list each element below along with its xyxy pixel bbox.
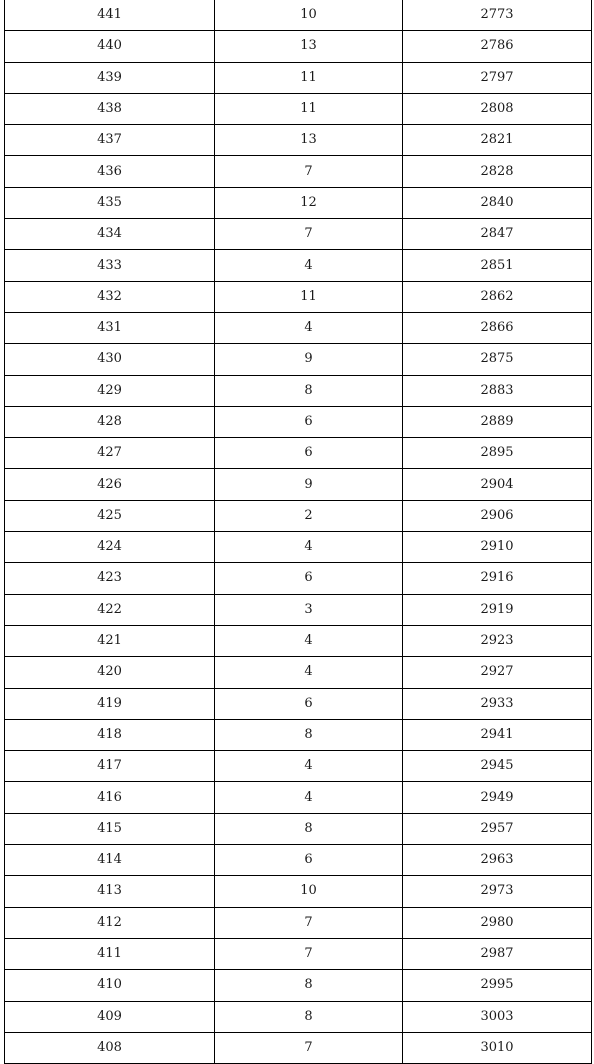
- score-cell: 417: [5, 751, 215, 782]
- count-cell: 6: [215, 406, 403, 437]
- count-cell: 12: [215, 187, 403, 218]
- score-cell: 427: [5, 438, 215, 469]
- table-row: [5, 344, 592, 375]
- table-row: [5, 938, 592, 969]
- cumulative-cell: 2786: [403, 31, 592, 62]
- table-row: [5, 970, 592, 1001]
- table-row: [5, 688, 592, 719]
- table-row: [5, 312, 592, 343]
- cumulative-cell: 2949: [403, 782, 592, 813]
- table-row: [5, 406, 592, 437]
- count-cell: 4: [215, 625, 403, 656]
- cumulative-cell: 2828: [403, 156, 592, 187]
- count-cell: 10: [215, 876, 403, 907]
- score-cell: 430: [5, 344, 215, 375]
- count-cell: 8: [215, 375, 403, 406]
- cumulative-cell: 2847: [403, 219, 592, 250]
- count-cell: 9: [215, 469, 403, 500]
- count-cell: 2: [215, 500, 403, 531]
- data-table: [4, 0, 592, 1064]
- table-row: [5, 876, 592, 907]
- table-row: [5, 125, 592, 156]
- count-cell: 3: [215, 594, 403, 625]
- score-cell: 421: [5, 625, 215, 656]
- cumulative-cell: 2904: [403, 469, 592, 500]
- count-cell: 6: [215, 438, 403, 469]
- count-cell: 7: [215, 907, 403, 938]
- table-body: [5, 0, 592, 1064]
- count-cell: 7: [215, 938, 403, 969]
- count-cell: 6: [215, 688, 403, 719]
- cumulative-cell: 2773: [403, 0, 592, 31]
- count-cell: 6: [215, 845, 403, 876]
- score-cell: 418: [5, 719, 215, 750]
- score-cell: 416: [5, 782, 215, 813]
- cumulative-cell: 2973: [403, 876, 592, 907]
- cumulative-cell: 2995: [403, 970, 592, 1001]
- score-cell: 424: [5, 532, 215, 563]
- cumulative-cell: 2933: [403, 688, 592, 719]
- table-row: [5, 1001, 592, 1032]
- table-row: [5, 751, 592, 782]
- score-cell: 422: [5, 594, 215, 625]
- cumulative-cell: 2941: [403, 719, 592, 750]
- count-cell: 6: [215, 563, 403, 594]
- score-cell: 432: [5, 281, 215, 312]
- table-row: [5, 438, 592, 469]
- table-row: [5, 31, 592, 62]
- table-row: [5, 625, 592, 656]
- count-cell: 4: [215, 532, 403, 563]
- table-row: [5, 594, 592, 625]
- cumulative-cell: 2980: [403, 907, 592, 938]
- count-cell: 7: [215, 1032, 403, 1063]
- score-cell: 440: [5, 31, 215, 62]
- score-cell: 413: [5, 876, 215, 907]
- cumulative-cell: 2808: [403, 93, 592, 124]
- score-cell: 441: [5, 0, 215, 31]
- cumulative-cell: 3010: [403, 1032, 592, 1063]
- cumulative-cell: 2883: [403, 375, 592, 406]
- count-cell: 8: [215, 813, 403, 844]
- count-cell: 8: [215, 970, 403, 1001]
- score-cell: 409: [5, 1001, 215, 1032]
- table-row: [5, 0, 592, 31]
- cumulative-cell: 2919: [403, 594, 592, 625]
- cumulative-cell: 2963: [403, 845, 592, 876]
- cumulative-cell: 2910: [403, 532, 592, 563]
- count-cell: 4: [215, 657, 403, 688]
- cumulative-cell: 2945: [403, 751, 592, 782]
- score-cell: 410: [5, 970, 215, 1001]
- cumulative-cell: 2923: [403, 625, 592, 656]
- score-cell: 425: [5, 500, 215, 531]
- cumulative-cell: 2821: [403, 125, 592, 156]
- count-cell: 4: [215, 782, 403, 813]
- count-cell: 11: [215, 62, 403, 93]
- count-cell: 4: [215, 312, 403, 343]
- score-cell: 419: [5, 688, 215, 719]
- count-cell: 7: [215, 219, 403, 250]
- table-row: [5, 719, 592, 750]
- count-cell: 8: [215, 1001, 403, 1032]
- cumulative-cell: 2916: [403, 563, 592, 594]
- score-cell: 438: [5, 93, 215, 124]
- table-row: [5, 563, 592, 594]
- score-cell: 439: [5, 62, 215, 93]
- score-cell: 408: [5, 1032, 215, 1063]
- cumulative-cell: 2840: [403, 187, 592, 218]
- table-row: [5, 907, 592, 938]
- score-cell: 435: [5, 187, 215, 218]
- table-row: [5, 187, 592, 218]
- table-row: [5, 657, 592, 688]
- table-row: [5, 93, 592, 124]
- count-cell: 11: [215, 281, 403, 312]
- cumulative-cell: 2866: [403, 312, 592, 343]
- count-cell: 13: [215, 31, 403, 62]
- cumulative-cell: 2906: [403, 500, 592, 531]
- score-cell: 420: [5, 657, 215, 688]
- cumulative-cell: 2797: [403, 62, 592, 93]
- count-cell: 11: [215, 93, 403, 124]
- count-cell: 4: [215, 250, 403, 281]
- cumulative-cell: 2851: [403, 250, 592, 281]
- table-row: [5, 782, 592, 813]
- score-cell: 411: [5, 938, 215, 969]
- table-row: [5, 250, 592, 281]
- table-row: [5, 1032, 592, 1063]
- cumulative-cell: 2895: [403, 438, 592, 469]
- cumulative-cell: 2957: [403, 813, 592, 844]
- count-cell: 7: [215, 156, 403, 187]
- table-row: [5, 156, 592, 187]
- table-row: [5, 813, 592, 844]
- table-row: [5, 845, 592, 876]
- cumulative-cell: 3003: [403, 1001, 592, 1032]
- score-cell: 414: [5, 845, 215, 876]
- table-row: [5, 500, 592, 531]
- table-row: [5, 469, 592, 500]
- table-row: [5, 62, 592, 93]
- score-cell: 434: [5, 219, 215, 250]
- score-cell: 429: [5, 375, 215, 406]
- cumulative-cell: 2927: [403, 657, 592, 688]
- count-cell: 9: [215, 344, 403, 375]
- cumulative-cell: 2875: [403, 344, 592, 375]
- count-cell: 13: [215, 125, 403, 156]
- count-cell: 4: [215, 751, 403, 782]
- count-cell: 8: [215, 719, 403, 750]
- count-cell: 10: [215, 0, 403, 31]
- score-cell: 431: [5, 312, 215, 343]
- table-row: [5, 219, 592, 250]
- table-row: [5, 281, 592, 312]
- cumulative-cell: 2889: [403, 406, 592, 437]
- score-cell: 423: [5, 563, 215, 594]
- cumulative-cell: 2987: [403, 938, 592, 969]
- score-cell: 433: [5, 250, 215, 281]
- table-row: [5, 532, 592, 563]
- score-cell: 428: [5, 406, 215, 437]
- score-cell: 412: [5, 907, 215, 938]
- table-row: [5, 375, 592, 406]
- score-cell: 437: [5, 125, 215, 156]
- score-cell: 426: [5, 469, 215, 500]
- cumulative-cell: 2862: [403, 281, 592, 312]
- score-cell: 415: [5, 813, 215, 844]
- score-cell: 436: [5, 156, 215, 187]
